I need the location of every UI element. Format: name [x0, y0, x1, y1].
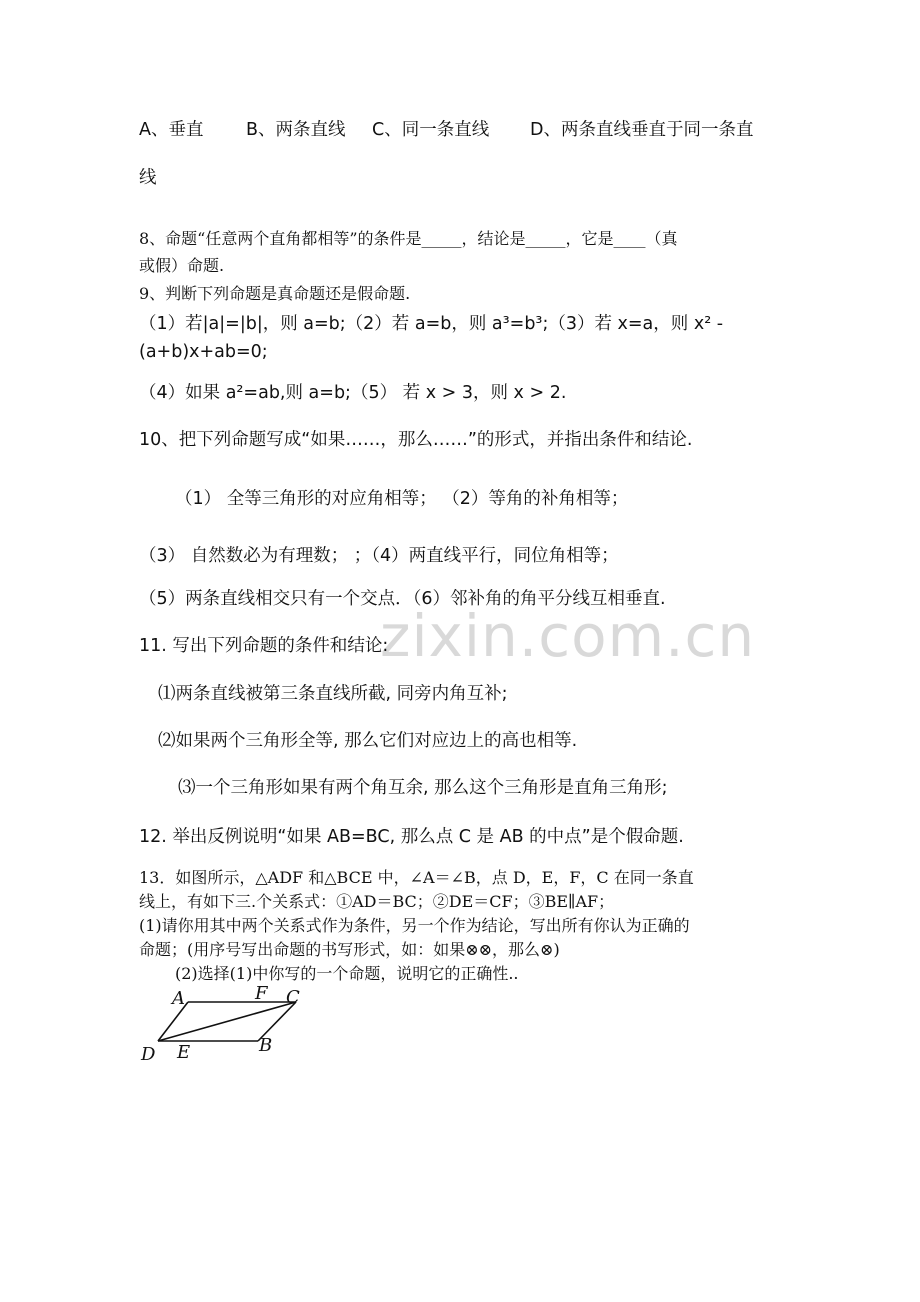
label-b: B: [259, 1035, 273, 1056]
label-c: C: [286, 987, 300, 1008]
q8-line2: 或假）命题.: [139, 256, 225, 275]
q13-line1: 13．如图所示，△ADF 和△BCE 中，∠A＝∠B，点 D，E，F，C 在同一条直: [139, 868, 694, 887]
q9-title: 9、判断下列命题是真命题还是假命题.: [139, 284, 411, 303]
q9-line3: （4）如果 a²=ab,则 a=b;（5） 若 x > 3，则 x > 2.: [139, 383, 567, 403]
q13-line3: (1)请你用其中两个关系式作为条件，另一个作为结论，写出所有你认为正确的: [139, 916, 690, 935]
q9-line2: (a+b)x+ab=0;: [139, 342, 268, 362]
label-a: A: [172, 988, 185, 1009]
q13-line4: 命题；(用序号写出命题的书写形式，如：如果⊗⊗，那么⊗): [139, 940, 560, 959]
q11-item1: ⑴两条直线被第三条直线所截, 同旁内角互补;: [158, 684, 508, 704]
watermark: zixin.com.cn: [380, 602, 756, 670]
q10-line1: （1） 全等三角形的对应角相等； （2）等角的补角相等；: [175, 489, 629, 509]
q7-option-a: A、垂直: [139, 120, 204, 140]
q8-line1: 8、命题“任意两个直角都相等”的条件是_____，结论是_____，它是____（真: [139, 229, 678, 248]
q7-option-b: B、两条直线: [246, 120, 346, 140]
q10-line3: （5）两条直线相交只有一个交点．（6）邻补角的角平分线互相垂直.: [139, 589, 666, 609]
q10-title: 10、把下列命题写成“如果……，那么……”的形式，并指出条件和结论.: [139, 430, 693, 450]
q7-option-d: D、两条直线垂直于同一条直: [530, 120, 754, 140]
q9-line1: （1）若|a|=|b|，则 a=b;（2）若 a=b，则 a³=b³;（3）若 x=a，则 x² -: [139, 314, 724, 334]
q12-text: 12. 举出反例说明“如果 AB=BC, 那么点 C 是 AB 的中点”是个假命题.: [139, 827, 684, 847]
q7-option-c: C、同一条直线: [372, 120, 490, 140]
q13-line2: 线上，有如下三.个关系式：①AD＝BC；②DE＝CF；③BE∥AF；: [139, 892, 615, 911]
q11-title: 11. 写出下列命题的条件和结论:: [139, 636, 389, 656]
q7-option-d-cont: 线: [139, 168, 157, 188]
q10-line2: （3） 自然数必为有理数； ；（4）两直线平行，同位角相等；: [139, 546, 619, 566]
q11-item3: ⑶一个三角形如果有两个角互余, 那么这个三角形是直角三角形;: [178, 778, 668, 798]
q13-line5: (2)选择(1)中你写的一个命题，说明它的正确性..: [175, 964, 519, 983]
label-d: D: [141, 1044, 156, 1065]
label-e: E: [177, 1042, 191, 1063]
geometry-figure: [138, 984, 318, 1070]
label-f: F: [255, 984, 268, 1004]
q11-item2: ⑵如果两个三角形全等, 那么它们对应边上的高也相等.: [158, 731, 578, 751]
